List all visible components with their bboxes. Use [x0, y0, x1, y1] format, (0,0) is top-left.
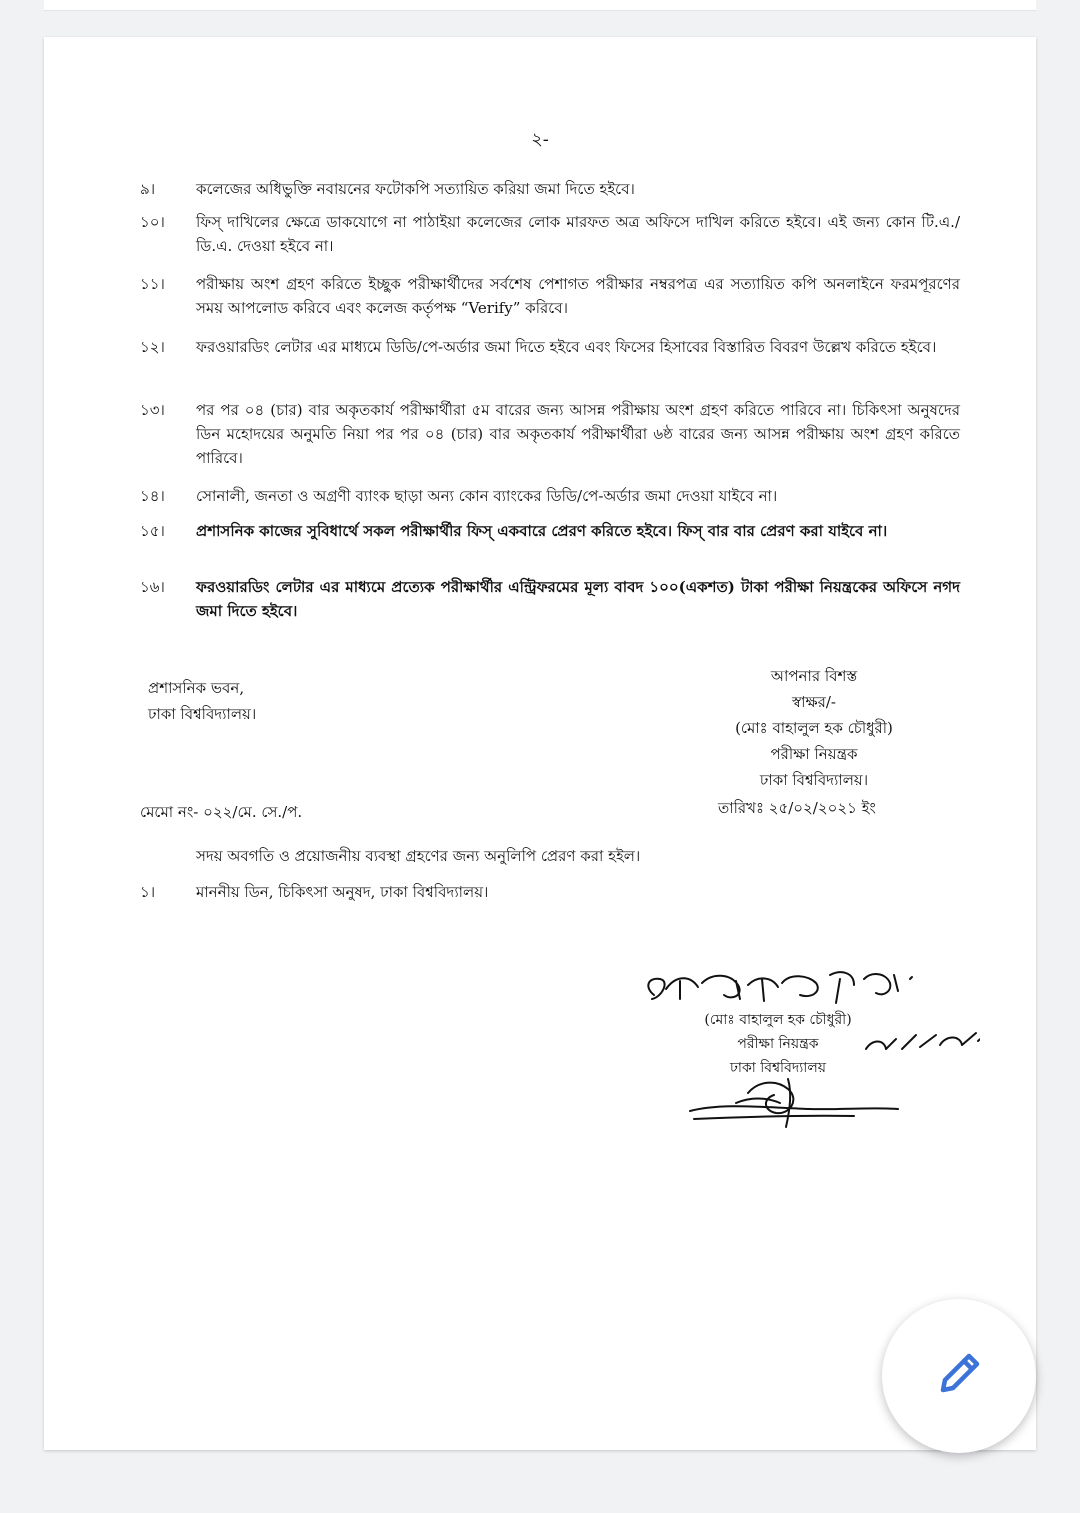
address-line: ঢাকা বিশ্ববিদ্যালয়। — [148, 705, 257, 723]
item-text: কলেজের অধিভুক্তি নবায়নের ফটোকপি সত্যায়িত করিয়া জমা দিতে হইবে। — [196, 180, 635, 198]
item-text: ফরওয়ারডিং লেটার এর মাধ্যমে প্রত্যেক পরীক্ষার্থীর এন্ট্রিফরমের মূল্য বাবদ ১০০(একশত) টাকা পরীক্ষা নিয়ন্ত্রকের অফিসে নগদ জমা দিতে হইবে। — [196, 578, 960, 620]
list-item — [140, 398, 960, 470]
item-text: প্রশাসনিক কাজের সুবিধার্থে সকল পরীক্ষার্থীর ফিস্ একবারে প্রেরণ করিতে হইবে। ফিস্ বার বার প্রেরণ করা যাইবে না। — [196, 522, 888, 540]
item-number: ১। — [140, 883, 156, 901]
closing-salutation: আপনার বিশস্ত — [770, 667, 858, 685]
list-item — [140, 210, 960, 258]
list-item — [140, 519, 960, 543]
copy-note: সদয় অবগতি ও প্রয়োজনীয় ব্যবস্থা গ্রহণের জন্য অনুলিপি প্রেরণ করা হইল। — [196, 847, 641, 865]
memo-number: মেমো নং- ০২২/মে. সে./প. — [140, 803, 303, 821]
signatory-title: পরীক্ষা নিয়ন্ত্রক — [737, 1036, 819, 1052]
item-number: ১৬। — [140, 578, 165, 596]
item-number: ১১। — [140, 275, 165, 293]
item-text: পর পর ০৪ (চার) বার অকৃতকার্য পরীক্ষার্থীরা ৫ম বারের জন্য আসন্ন পরীক্ষায় অংশ গ্রহণ করিতে পারিবে না। চিকিৎসা অনুষদের ডিন মহোদয়ের অনুমতি নিয়া পর পর ০৪ (চার) বার অকৃতকার্য পরীক্ষার্থীরা ৬ষ্ঠ বারের জন্য আসন্ন পরীক্ষায় অংশ গ্রহণ করিতে পারিবে। — [196, 401, 960, 467]
list-item — [140, 335, 960, 359]
closing-name: (মোঃ বাহালুল হক চৌধুরী) — [735, 719, 893, 737]
list-item — [140, 575, 960, 623]
item-number: ১২। — [140, 338, 165, 356]
memo-date: তারিখঃ ২৫/০২/২০২১ ইং — [718, 799, 876, 817]
item-number: ১০। — [140, 213, 165, 231]
address-line: প্রশাসনিক ভবন, — [148, 679, 245, 697]
item-number: ৯। — [140, 180, 156, 198]
previous-page-edge — [44, 0, 1036, 11]
pencil-icon — [931, 1346, 987, 1406]
item-number: ১৩। — [140, 401, 165, 419]
list-item — [140, 484, 960, 508]
item-number: ১৪। — [140, 487, 165, 505]
list-item — [140, 177, 960, 201]
signatory-name: (মোঃ বাহালুল হক চৌধুরী) — [704, 1012, 852, 1028]
signatory-org: ঢাকা বিশ্ববিদ্যালয় — [729, 1060, 827, 1076]
closing-signed: স্বাক্ষর/- — [791, 693, 836, 711]
item-text: পরীক্ষায় অংশ গ্রহণ করিতে ইচ্ছুক পরীক্ষার্থীদের সর্বশেষ পেশাগত পরীক্ষার নম্বরপত্র এর সত্যায়িত কপি অনলাইনে ফরমপূরণের সময় আপলোড করিবে এবং কলেজ কর্তৃপক্ষ “Verify” করিবে। — [196, 275, 960, 317]
closing-org: ঢাকা বিশ্ববিদ্যালয়। — [759, 771, 869, 789]
signature-block — [640, 969, 980, 1159]
closing-block — [664, 663, 964, 793]
page-number: ২- — [531, 129, 549, 150]
item-text: সোনালী, জনতা ও অগ্রণী ব্যাংক ছাড়া অন্য কোন ব্যাংকের ডিডি/পে-অর্ডার জমা দেওয়া যাইবে না। — [196, 487, 778, 505]
sender-address — [148, 675, 408, 727]
edit-button[interactable] — [882, 1299, 1036, 1453]
item-text: ফরওয়ারডিং লেটার এর মাধ্যমে ডিডি/পে-অর্ডার জমা দিতে হইবে এবং ফিসের হিসাবের বিস্তারিত বিবরণ উল্লেখ করিতে হইবে। — [196, 338, 937, 356]
item-text: ফিস্ দাখিলের ক্ষেত্রে ডাকযোগে না পাঠাইয়া কলেজের লোক মারফত অত্র অফিসে দাখিল করিতে হইবে। এই জন্য কোন টি.এ./ডি.এ. দেওয়া হইবে না। — [196, 213, 960, 255]
closing-title: পরীক্ষা নিয়ন্ত্রক — [770, 745, 858, 763]
list-item — [140, 880, 960, 904]
item-number: ১৫। — [140, 522, 165, 540]
list-item — [140, 272, 960, 320]
item-text: মাননীয় ডিন, চিকিৎসা অনুষদ, ঢাকা বিশ্ববিদ্যালয়। — [196, 883, 489, 901]
document-page — [44, 37, 1036, 1450]
